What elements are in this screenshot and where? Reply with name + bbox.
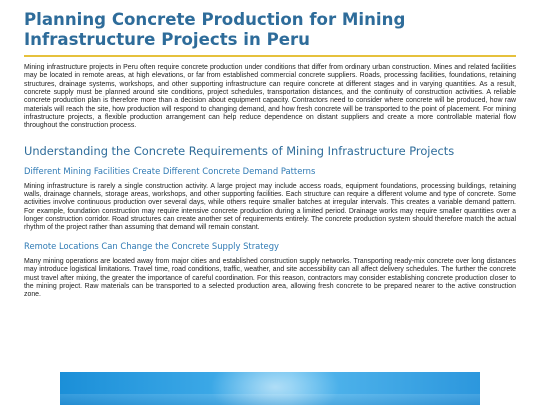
- subsection-body-remote: Many mining operations are located away from major cities and established construction supply networks. Transporting ready-mix concrete over long distances may introduce logistical limitations. Travel time, road conditions, traffic, weather, and site accessibility can all affect delivery schedules. The further the concrete must travel after mixing, the greater the importance of careful coordination. For this reason, contractors may consider establishing concrete production closer to the mining project. Raw materials can be transported to a selected production area, allowing fresh concrete to be prepared nearer to the active construction zone.: [24, 257, 516, 299]
- hero-image-band: [60, 394, 480, 405]
- hero-image: [60, 372, 480, 405]
- intro-paragraph: Mining infrastructure projects in Peru often require concrete production under conditions that differ from ordinary urban construction. Mines and related facilities may be located in remote areas, at high elevations, or far from established commercial concrete suppliers. Roads, processing facilities, foundations, retaining structures, drainage systems, workshops, and other supporting infrastructure can require concrete at different stages and in varying quantities. As a result, concrete supply must be planned around site conditions, project schedules, transportation distances, and the continuity of construction activities. A reliable concrete production plan is therefore more than a decision about equipment capacity. Contractors need to consider where concrete will be produced, how raw materials will reach the site, how production will respond to changing demand, and how fresh concrete will be transported to the point of placement. For mining infrastructure projects, a flexible production arrangement can help reduce dependence on distant suppliers and create a more controllable material flow throughout the construction process.: [24, 64, 516, 130]
- subsection-body-facilities: Mining infrastructure is rarely a single construction activity. A large project may include access roads, equipment foundations, processing buildings, retaining walls, drainage channels, storage areas, workshops, and other supporting facilities. Each structure can require a different volume and type of concrete. Some activities involve continuous production over several days, while others require smaller batches at irregular intervals. This creates a variable demand pattern. For example, foundation construction may require intensive concrete production during a limited period. Drainage works may require smaller quantities over a longer construction corridor. Road structures can create another set of requirements entirely. The concrete production system should therefore match the actual rhythm of the project rather than assuming that demand will remain constant.: [24, 182, 516, 232]
- section-heading: Understanding the Concrete Requirements of Mining Infrastructure Projects: [24, 143, 455, 158]
- subsection-heading-remote: Remote Locations Can Change the Concrete Supply Strategy: [24, 240, 279, 251]
- article-title: Planning Concrete Production for Mining Infrastructure Projects in Peru: [24, 10, 406, 49]
- title-underline: [24, 55, 516, 57]
- subsection-heading-facilities: Different Mining Facilities Create Different Concrete Demand Patterns: [24, 165, 316, 176]
